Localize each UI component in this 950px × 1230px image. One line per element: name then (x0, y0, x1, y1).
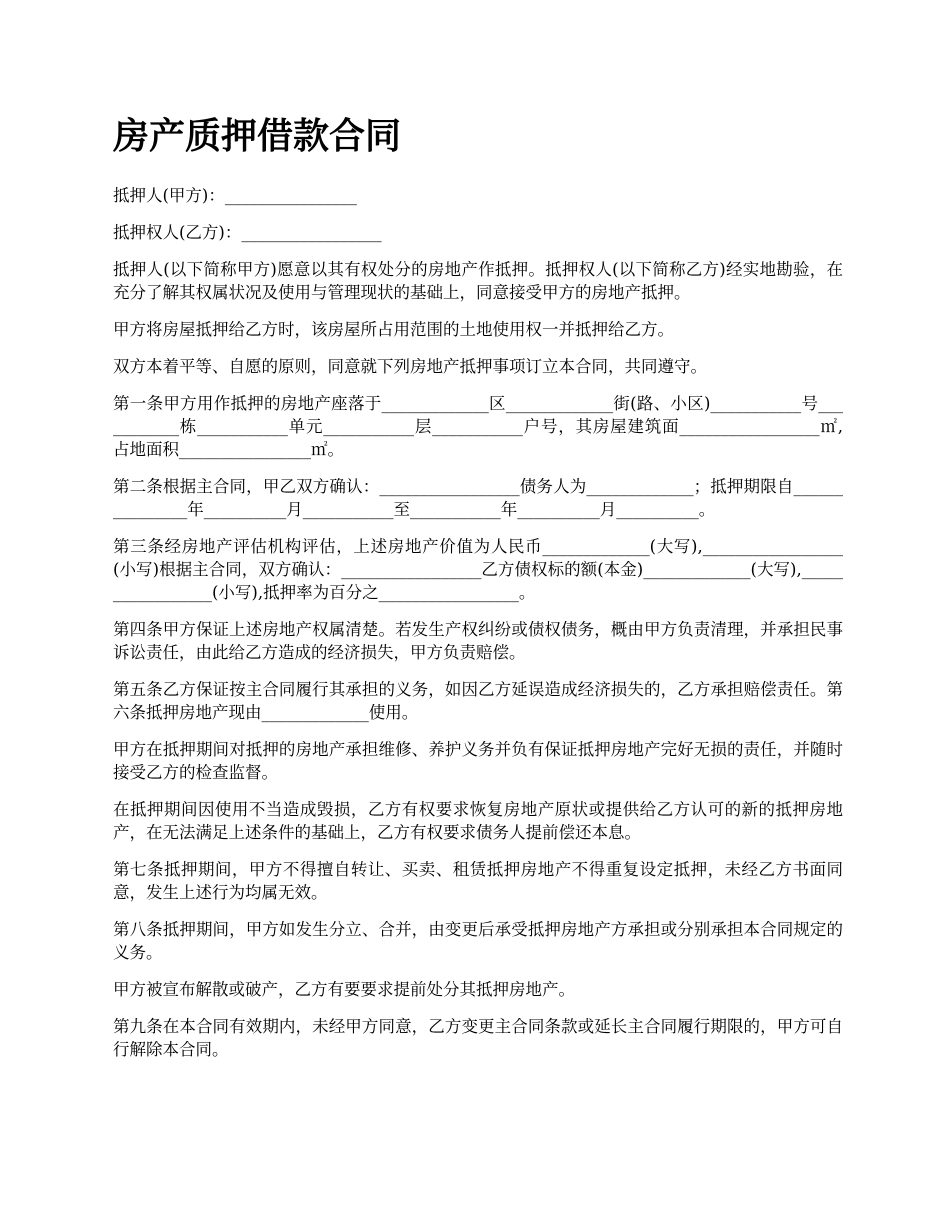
article-7-paragraph: 第七条抵押期间，甲方不得擅自转让、买卖、租赁抵押房地产不得重复设定抵押，未经乙方书面同意，发生上述行为均属无效。 (113, 860, 843, 902)
maintenance-paragraph: 甲方在抵押期间对抵押的房地产承担维修、养护义务并负有保证抵押房地产完好无损的责任，并随时接受乙方的检查监督。 (113, 740, 843, 782)
article-1-paragraph: 第一条甲方用作抵押的房地产座落于_____________区_____________街(路、小区)___________号___________栋___________单元___________层___________户号，其房屋建筑面_________________㎡,占地面积________________㎡。 (113, 394, 843, 459)
document-title: 房产质押借款合同 (113, 115, 402, 157)
article-2-paragraph: 第二条根据主合同，甲乙双方确认：_________________债务人为_____________；抵押期限自_______________年__________月___________至___________年__________月__________。 (113, 477, 843, 519)
article-8-paragraph: 第八条抵押期间，甲方如发生分立、合并，由变更后承受抵押房地产方承担或分别承担本合同规定的义务。 (113, 920, 843, 962)
article-5-6-paragraph: 第五条乙方保证按主合同履行其承担的义务，如因乙方延误造成经济损失的，乙方承担赔偿责任。第六条抵押房地产现由_____________使用。 (113, 680, 843, 722)
document-page (113, 108, 843, 1075)
article-3-paragraph: 第三条经房地产评估机构评估，上述房地产价值为人民币_____________(大写),_________________(小写)根据主合同，双方确认：_________________乙方债权标的额(本金)_____________(大写),_________________(小写),抵押率为百分之_________________。 (113, 537, 843, 602)
article-9-paragraph: 第九条在本合同有效期内，未经甲方同意，乙方变更主合同条款或延长主合同履行期限的，甲方可自行解除本合同。 (113, 1017, 843, 1059)
damage-paragraph: 在抵押期间因使用不当造成毁损，乙方有权要求恢复房地产原状或提供给乙方认可的新的抵押房地产，在无法满足上述条件的基础上，乙方有权要求债务人提前偿还本息。 (113, 800, 843, 842)
land-use-paragraph: 甲方将房屋抵押给乙方时，该房屋所占用范围的土地使用权一并抵押给乙方。 (113, 320, 674, 339)
principle-paragraph: 双方本着平等、自愿的原则，同意就下列房地产抵押事项订立本合同，共同遵守。 (113, 357, 707, 376)
party-b-line: 抵押权人(乙方)：_________________ (113, 223, 382, 242)
preamble-paragraph: 抵押人(以下简称甲方)愿意以其有权处分的房地产作抵押。抵押权人(以下简称乙方)经实地勘验，在充分了解其权属状况及使用与管理现状的基础上，同意接受甲方的房地产抵押。 (113, 260, 843, 302)
bankruptcy-paragraph: 甲方被宣布解散或破产，乙方有要要求提前处分其抵押房地产。 (113, 980, 575, 999)
party-a-line: 抵押人(甲方)：________________ (113, 186, 357, 205)
article-4-paragraph: 第四条甲方保证上述房地产权属清楚。若发生产权纠纷或债权债务，概由甲方负责清理，并承担民事诉讼责任，由此给乙方造成的经济损失，甲方负责赔偿。 (113, 620, 843, 662)
